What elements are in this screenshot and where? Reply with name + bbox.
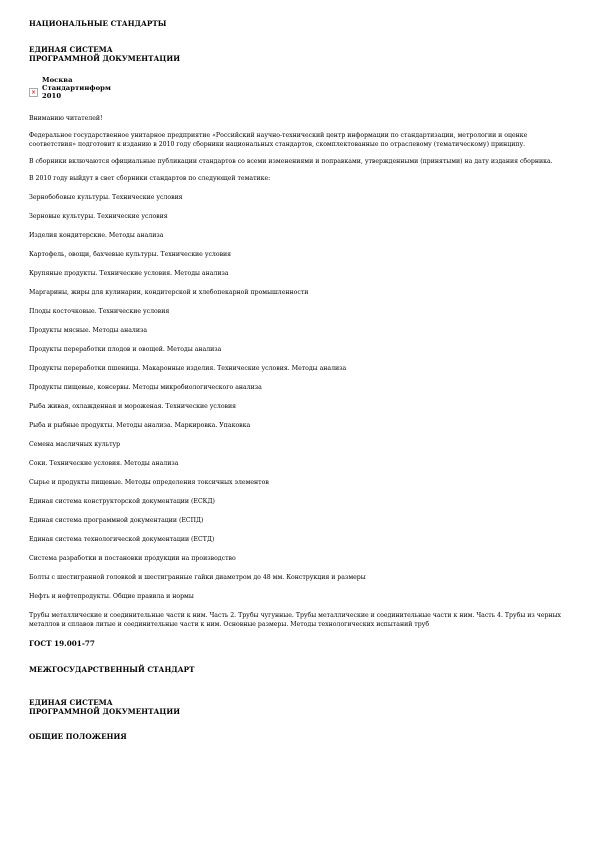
- document-page: [29, 14, 569, 741]
- intro-paragraph-1: Федеральное государственное унитарное предприятие «Российский научно-технический центр информации по стандартизации, метрологии и оценке соответствия» подготовит к изданию в 2010 году сборники национальных стандартов, скомплектованные по отраслевому (тематическому) принципу.: [29, 132, 528, 148]
- topic-item: Продукты переработки плодов и овощей. Методы анализа: [29, 346, 222, 353]
- gost-number: ГОСТ 19.001-77: [29, 639, 95, 648]
- intro-paragraph-2: В сборники включаются официальные публикации стандартов со всеми изменениями и поправками, утвержденными (принятыми) на дату издания сборника.: [29, 158, 553, 165]
- general-provisions-heading: ОБЩИЕ ПОЛОЖЕНИЯ: [29, 732, 127, 741]
- publisher-block: [29, 76, 569, 100]
- topic-item: Трубы металлические и соединительные части к ним. Часть 2. Трубы чугунные. Трубы металлические и соединительные части к ним. Часть 4. Трубы из черных металлов и сплавов литые и соединительные части к ним. Основные размеры. Методы технологических испытаний труб: [29, 612, 561, 628]
- greeting: Вниманию читателей!: [29, 115, 103, 122]
- topic-item: Единая система программной документации (ЕСПД): [29, 517, 204, 524]
- topic-item: Зернобобовые культуры. Технические условия: [29, 194, 183, 201]
- topic-item: Система разработки и постановки продукции на производство: [29, 555, 236, 562]
- topic-item: Крупяные продукты. Технические условия. Методы анализа: [29, 270, 229, 277]
- topic-item: Единая система конструкторской документации (ЕСКД): [29, 498, 215, 505]
- national-standards-heading: НАЦИОНАЛЬНЫЕ СТАНДАРТЫ: [29, 19, 167, 28]
- topic-item: Продукты мясные. Методы анализа: [29, 327, 148, 334]
- topic-item: Семена масличных культур: [29, 441, 121, 448]
- publisher-city: Москва: [42, 76, 73, 84]
- topic-item: Продукты переработки пшеницы. Макаронные изделия. Технические условия. Методы анализа: [29, 365, 347, 372]
- topic-item: Рыба и рыбные продукты. Методы анализа. Маркировка. Упаковка: [29, 422, 251, 429]
- intro-paragraph-3: В 2010 году выйдут в свет сборники стандартов по следующей тематике:: [29, 175, 271, 182]
- gost-system-line2: ПРОГРАММНОЙ ДОКУМЕНТАЦИИ: [29, 707, 181, 716]
- topic-item: Маргарины, жиры для кулинарии, кондитерской и хлебопекарной промышленности: [29, 289, 309, 296]
- topic-item: Болты с шестигранной головкой и шестигранные гайки диаметром до 48 мм. Конструкция и размеры: [29, 574, 366, 581]
- publisher-year: 2010: [42, 92, 62, 100]
- topic-item: Изделия кондитерские. Методы анализа: [29, 232, 164, 239]
- topic-item: Рыба живая, охлажденная и мороженая. Технические условия: [29, 403, 237, 410]
- topic-item: Соки. Технические условия. Методы анализа: [29, 460, 179, 467]
- topic-item: Плоды косточковые. Технические условия: [29, 308, 170, 315]
- system-heading-line2: ПРОГРАММНОЙ ДОКУМЕНТАЦИИ: [29, 54, 181, 63]
- topic-item: Нефть и нефтепродукты. Общие правила и нормы: [29, 593, 194, 600]
- topic-item: Единая система технологической документации (ЕСТД): [29, 536, 215, 543]
- publisher-text: [42, 76, 111, 100]
- topic-item: Зерновые культуры. Технические условия: [29, 213, 168, 220]
- topic-item: Картофель, овощи, бахчевые культуры. Технические условия: [29, 251, 232, 258]
- broken-image-icon: ×: [30, 89, 37, 96]
- topics-list: [29, 193, 569, 629]
- interstate-standard-heading: МЕЖГОСУДАРСТВЕННЫЙ СТАНДАРТ: [29, 665, 195, 674]
- gost-system-line1: ЕДИНАЯ СИСТЕМА: [29, 698, 113, 707]
- gost-system-heading: [29, 698, 569, 716]
- publisher-name: Стандартинформ: [42, 84, 111, 92]
- system-heading: [29, 45, 569, 63]
- system-heading-line1: ЕДИНАЯ СИСТЕМА: [29, 45, 113, 54]
- topic-item: Сырье и продукты пищевые. Методы определения токсичных элементов: [29, 479, 269, 486]
- topic-item: Продукты пищевые, консервы. Методы микробиологического анализа: [29, 384, 262, 391]
